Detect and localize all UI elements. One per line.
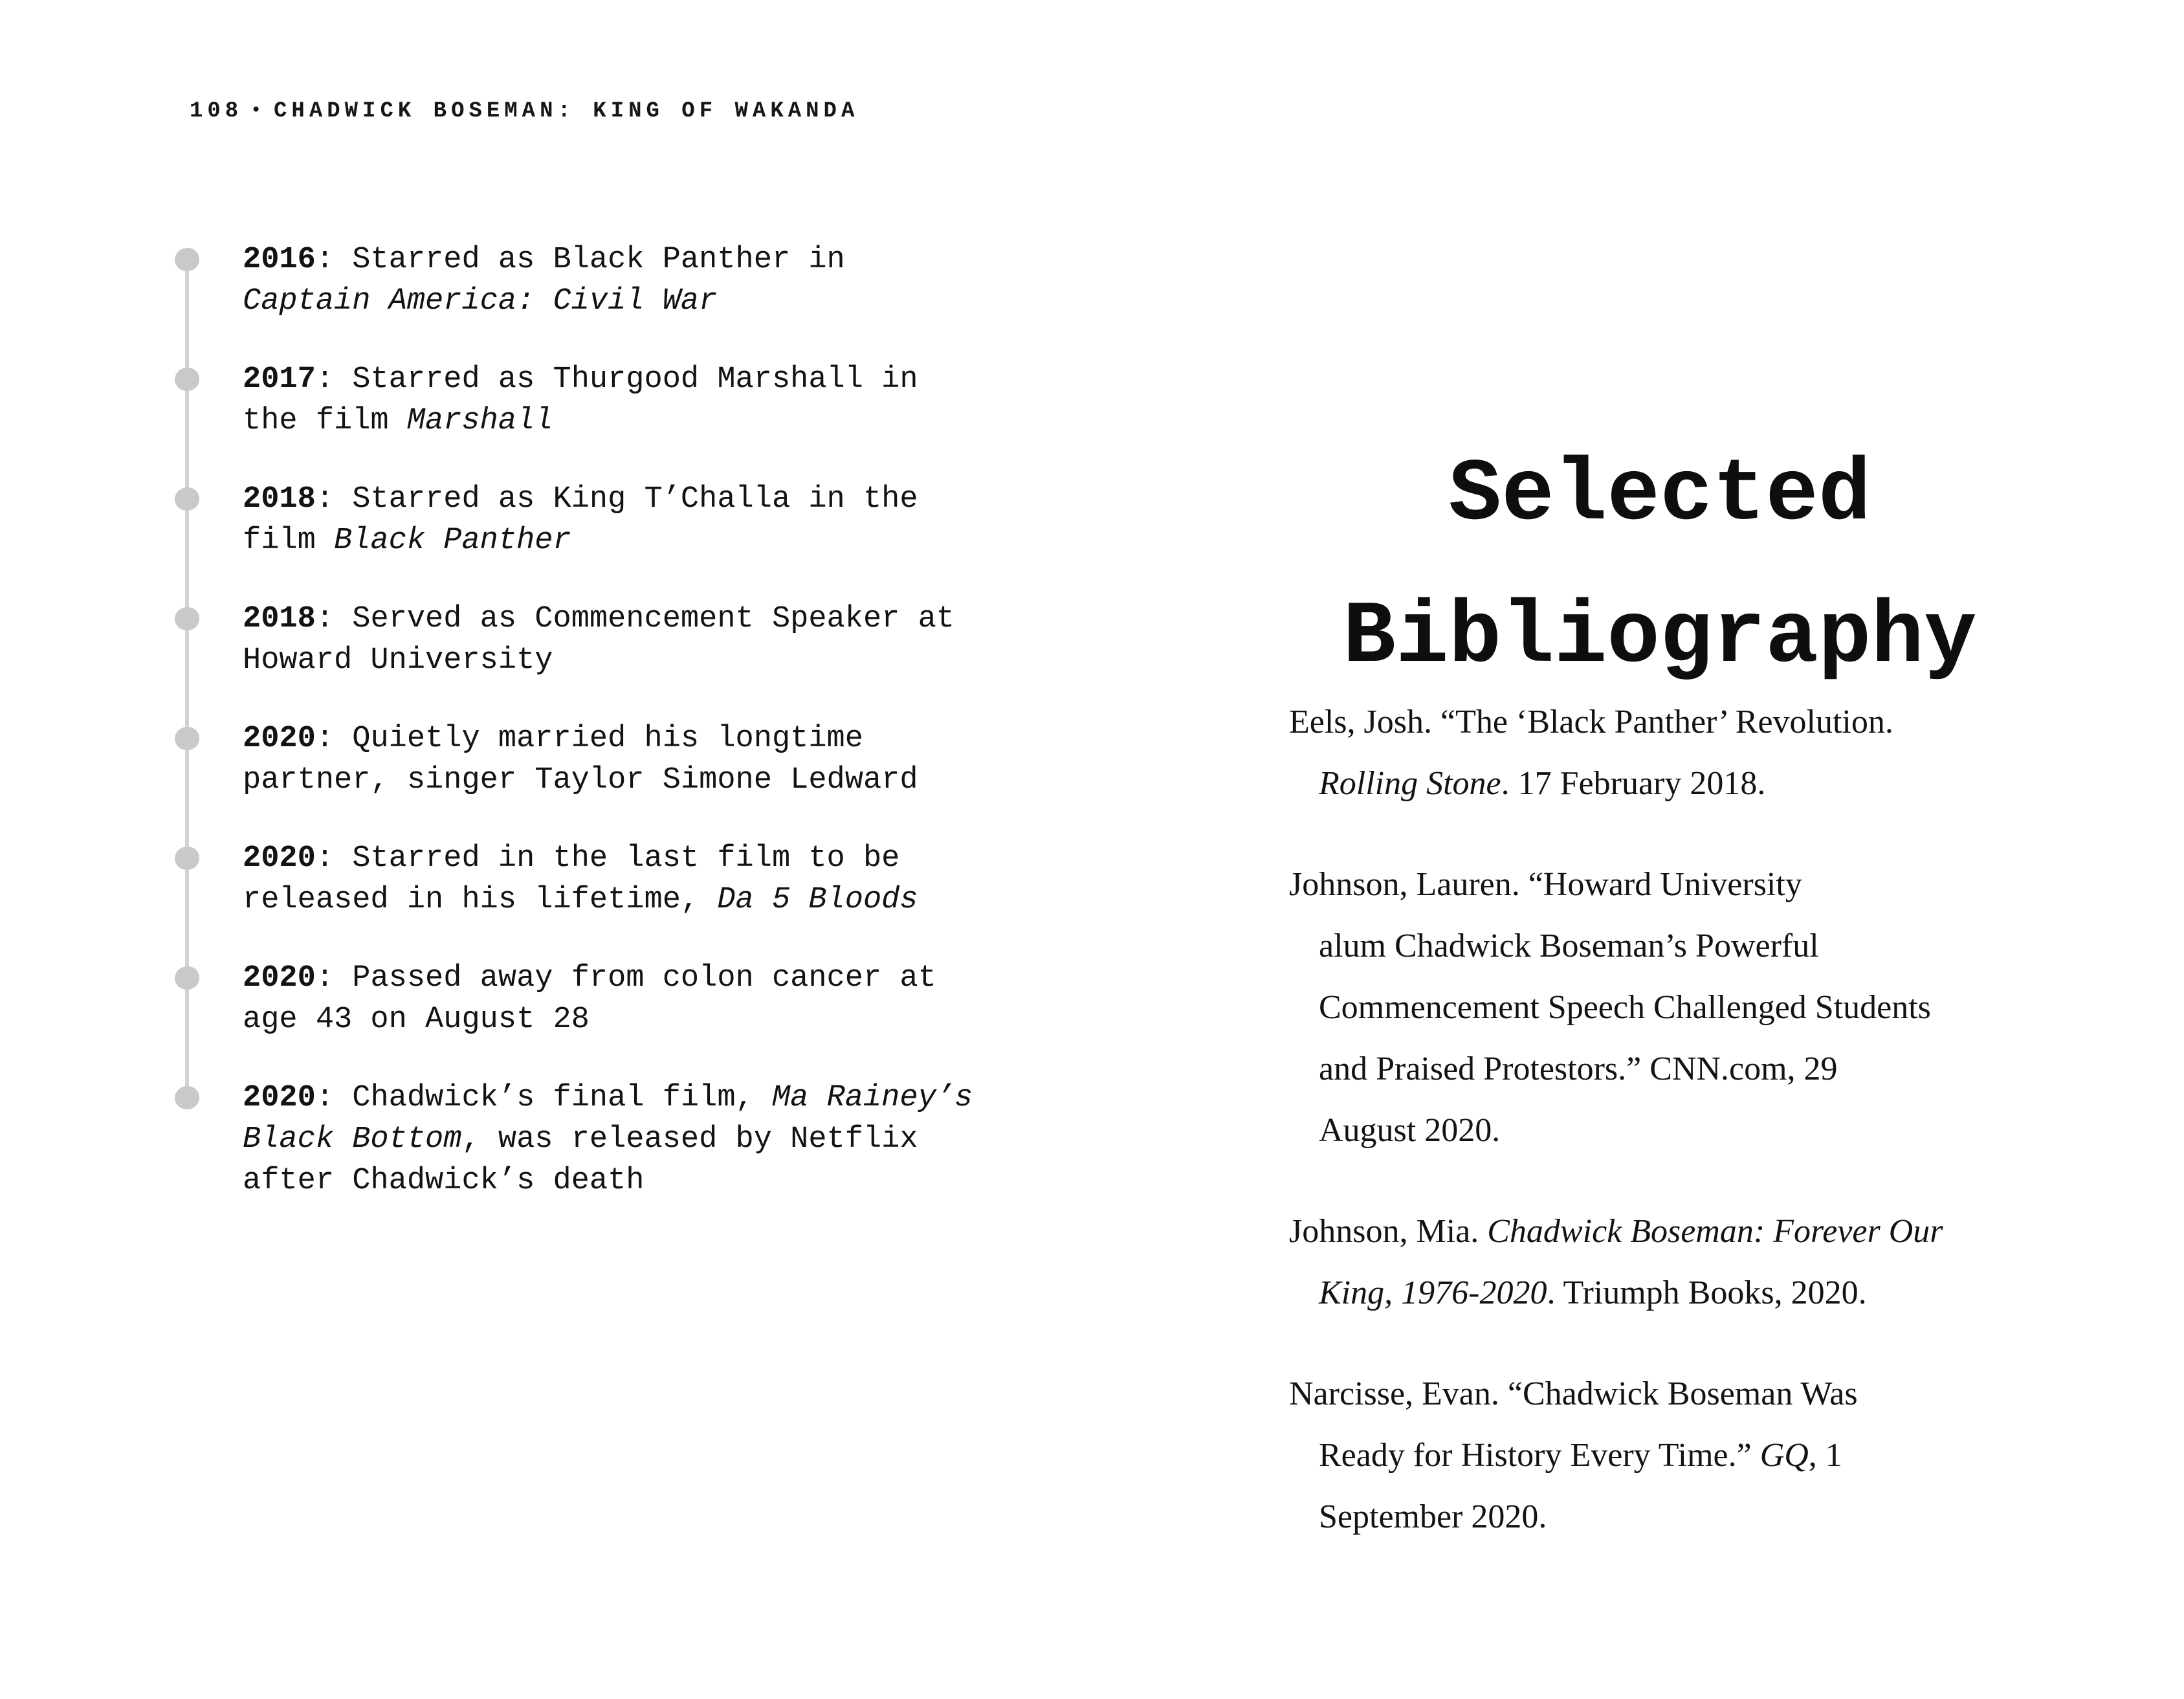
timeline-entry-line bbox=[243, 640, 954, 682]
bibliography-entry-line bbox=[1289, 854, 2156, 915]
text-segment: 2020 bbox=[243, 961, 316, 995]
timeline-dot-icon bbox=[175, 487, 199, 511]
timeline-entry bbox=[175, 1078, 990, 1202]
timeline-dot-icon bbox=[175, 727, 199, 750]
timeline-entry-line bbox=[243, 1119, 973, 1160]
text-segment: Ready for History Every Time.” bbox=[1319, 1437, 1760, 1474]
text-segment: 2018 bbox=[243, 602, 316, 636]
text-segment: : Passed away from colon cancer at bbox=[315, 961, 936, 995]
bibliography-entry-line bbox=[1289, 1201, 2156, 1262]
timeline-dot-icon bbox=[175, 847, 199, 870]
timeline-entry bbox=[175, 838, 990, 921]
timeline-dot-column bbox=[175, 1078, 199, 1109]
timeline-entry bbox=[175, 718, 990, 801]
bibliography-title-line-1: Selected bbox=[1448, 445, 1871, 545]
bibliography-title-line-2: Bibliography bbox=[1343, 588, 1977, 687]
timeline-entry-text bbox=[243, 599, 954, 682]
bibliography-entry bbox=[1289, 1201, 2156, 1324]
text-segment: alum Chadwick Boseman’s Powerful bbox=[1319, 927, 1819, 964]
text-segment: the film bbox=[243, 404, 407, 438]
text-segment: after Chadwick’s death bbox=[243, 1164, 645, 1198]
timeline-entry bbox=[175, 599, 990, 682]
bibliography-entry-line bbox=[1289, 753, 2156, 814]
text-segment: GQ bbox=[1759, 1437, 1809, 1474]
text-segment: : Starred as King T’Challa in the bbox=[315, 482, 918, 516]
text-segment: : Starred as Thurgood Marshall in bbox=[315, 362, 918, 397]
timeline-entry-text bbox=[243, 239, 845, 322]
text-segment: Johnson, Mia. bbox=[1289, 1213, 1488, 1250]
timeline-dot-icon bbox=[175, 607, 199, 630]
timeline-entry-text bbox=[243, 359, 918, 442]
bibliography-entry-line bbox=[1289, 977, 2156, 1038]
timeline-entry-line bbox=[243, 880, 918, 921]
text-segment: : Starred as Black Panther in bbox=[315, 243, 845, 277]
timeline bbox=[175, 239, 990, 1202]
text-segment: Chadwick Boseman: Forever Our bbox=[1487, 1213, 1943, 1250]
text-segment: , 1 bbox=[1808, 1437, 1842, 1474]
text-segment: Rolling Stone bbox=[1319, 765, 1501, 802]
text-segment: : Starred in the last film to be bbox=[315, 841, 900, 876]
timeline-entry bbox=[175, 239, 990, 322]
text-segment: Black Bottom bbox=[243, 1122, 462, 1157]
timeline-dot-column bbox=[175, 479, 199, 511]
bibliography-entry-line bbox=[1289, 1363, 2156, 1425]
text-segment: Narcisse, Evan. “Chadwick Boseman Was bbox=[1289, 1375, 1858, 1412]
timeline-entry-text bbox=[243, 479, 918, 562]
text-segment: 2017 bbox=[243, 362, 316, 397]
timeline-entry-line bbox=[243, 958, 936, 999]
text-segment: Marshall bbox=[406, 404, 553, 438]
bibliography-entry-line bbox=[1289, 1038, 2156, 1100]
timeline-entry bbox=[175, 479, 990, 562]
timeline-entry-line bbox=[243, 718, 918, 760]
timeline-entry-line bbox=[243, 520, 918, 562]
timeline-entry-line bbox=[243, 359, 918, 401]
bibliography-entry-line bbox=[1289, 1100, 2156, 1161]
timeline-dot-icon bbox=[175, 368, 199, 391]
bibliography-entry bbox=[1289, 1363, 2156, 1548]
text-segment: partner, singer Taylor Simone Ledward bbox=[243, 763, 918, 797]
text-segment: , was released by Netflix bbox=[461, 1122, 918, 1157]
timeline-entry bbox=[175, 958, 990, 1041]
running-head bbox=[190, 98, 859, 124]
bibliography-list bbox=[1289, 691, 2156, 1548]
text-segment: age 43 on August 28 bbox=[243, 1003, 590, 1037]
bibliography-entry-line bbox=[1289, 1262, 2156, 1324]
timeline-dot-column bbox=[175, 359, 199, 391]
timeline-dot-column bbox=[175, 718, 199, 750]
text-segment: September 2020. bbox=[1319, 1498, 1547, 1535]
text-segment: Black Panther bbox=[334, 524, 571, 558]
timeline-dot-column bbox=[175, 239, 199, 271]
timeline-entry-line bbox=[243, 1078, 973, 1119]
timeline-entry-line bbox=[243, 760, 918, 801]
bibliography-entry-line bbox=[1289, 691, 2156, 753]
timeline-entry-text bbox=[243, 958, 936, 1041]
text-segment: August 2020. bbox=[1319, 1112, 1501, 1149]
bibliography-entry-line bbox=[1289, 1425, 2156, 1486]
text-segment: Commencement Speech Challenged Students bbox=[1319, 989, 1931, 1026]
timeline-entry bbox=[175, 359, 990, 442]
timeline-dot-column bbox=[175, 958, 199, 990]
timeline-entry-line bbox=[243, 999, 936, 1041]
text-segment: : Served as Commencement Speaker at bbox=[315, 602, 954, 636]
timeline-entry-line bbox=[243, 479, 918, 520]
bibliography-title bbox=[1262, 424, 2058, 709]
timeline-entry-text bbox=[243, 838, 918, 921]
text-segment: 2020 bbox=[243, 1081, 316, 1115]
timeline-dot-column bbox=[175, 599, 199, 630]
book-title: CHADWICK BOSEMAN: KING OF WAKANDA bbox=[274, 99, 859, 124]
text-segment: 2016 bbox=[243, 243, 316, 277]
page-number: 108 bbox=[190, 99, 243, 124]
text-segment: Ma Rainey’s bbox=[771, 1081, 973, 1115]
timeline-entry-line bbox=[243, 838, 918, 880]
text-segment: . Triumph Books, 2020. bbox=[1547, 1274, 1867, 1311]
timeline-entry-line bbox=[243, 599, 954, 640]
text-segment: and Praised Protestors.” CNN.com, 29 bbox=[1319, 1050, 1838, 1087]
text-segment: Da 5 Bloods bbox=[717, 883, 918, 917]
text-segment: Eels, Josh. “The ‘Black Panther’ Revolution. bbox=[1289, 704, 1893, 740]
text-segment: . 17 February 2018. bbox=[1501, 765, 1766, 802]
bullet-separator-icon: • bbox=[250, 101, 267, 121]
text-segment: Johnson, Lauren. “Howard University bbox=[1289, 866, 1802, 903]
timeline-entry-line bbox=[243, 239, 845, 281]
timeline-entry-line bbox=[243, 401, 918, 442]
bibliography-entry bbox=[1289, 854, 2156, 1161]
text-segment: film bbox=[243, 524, 335, 558]
timeline-entry-text bbox=[243, 718, 918, 801]
text-segment: : Chadwick’s final film, bbox=[315, 1081, 772, 1115]
timeline-dot-icon bbox=[175, 248, 199, 271]
timeline-entry-line bbox=[243, 281, 845, 322]
text-segment: 2018 bbox=[243, 482, 316, 516]
text-segment: released in his lifetime, bbox=[243, 883, 718, 917]
text-segment: 2020 bbox=[243, 841, 316, 876]
timeline-entry-text bbox=[243, 1078, 973, 1202]
timeline-dot-icon bbox=[175, 966, 199, 990]
text-segment: Howard University bbox=[243, 643, 553, 678]
bibliography-entry-line bbox=[1289, 1486, 2156, 1548]
timeline-entry-line bbox=[243, 1160, 973, 1202]
text-segment: Captain America: Civil War bbox=[243, 284, 718, 318]
text-segment: 2020 bbox=[243, 722, 316, 756]
bibliography-entry-line bbox=[1289, 915, 2156, 977]
timeline-dot-column bbox=[175, 838, 199, 870]
text-segment: King, 1976-2020 bbox=[1319, 1274, 1547, 1311]
timeline-dot-icon bbox=[175, 1086, 199, 1109]
bibliography-entry bbox=[1289, 691, 2156, 814]
text-segment: : Quietly married his longtime bbox=[315, 722, 863, 756]
